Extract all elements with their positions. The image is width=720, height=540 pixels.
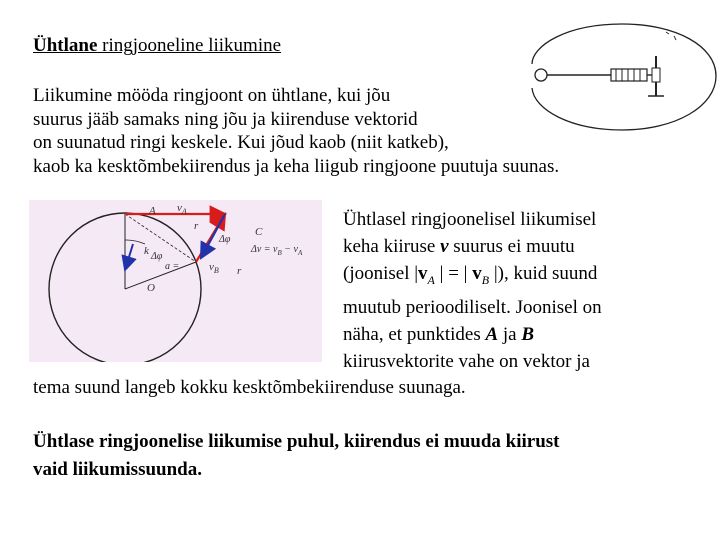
label-k: k — [144, 245, 149, 257]
label-acceleration: a = — [165, 261, 180, 272]
intro-line: kaob ka kesktõmbekiirendus ja keha liigub ringjoone puutuja suunas. — [33, 155, 560, 177]
label-dphi2: Δφ — [219, 234, 231, 245]
label-C: C — [255, 226, 263, 238]
angle-arc — [125, 240, 145, 244]
title-rest: ringjooneline liikumine — [97, 35, 282, 56]
label-dphi: Δφ — [151, 251, 163, 262]
title-bold: Ühtlane — [33, 35, 98, 56]
apparatus-illustration — [526, 18, 718, 136]
right-line: keha kiiruse v suurus ei muutu — [343, 236, 575, 257]
right-line: muutub perioodiliselt. Joonisel on — [343, 296, 602, 318]
intro-line: Liikumine mööda ringjoont on ühtlane, kui jõu — [33, 85, 391, 106]
label-O: O — [147, 282, 155, 294]
ball-on-string — [535, 69, 611, 81]
rotation-stand — [648, 32, 676, 96]
circular-motion-figure — [29, 200, 322, 362]
label-r2: r — [237, 265, 242, 277]
right-line: näha, et punktides A ja B — [343, 323, 535, 345]
continuation-line: tema suund langeb kokku kesktõmbekiirenduse suunaga. — [33, 377, 466, 398]
label-vB: $v_B$ — [209, 261, 219, 275]
label-A: A — [149, 205, 156, 217]
right-line: kiirusvektorite vahe on vektor ja — [343, 350, 590, 372]
intro-line: on suunatud ringi keskele. Kui jõud kaob (niit katkeb), — [33, 132, 449, 153]
intro-line: suurus jääb samaks ning jõu ja kiirenduse vektorid — [33, 108, 418, 130]
label-vA: $v_A$ — [177, 202, 187, 216]
conclusion-line: vaid liikumissuunda. — [33, 459, 202, 480]
label-delta-v: $\Delta v = v_B - v_A$ — [251, 244, 303, 257]
right-line: Ühtlasel ringjoonelisel liikumisel — [343, 209, 597, 230]
conclusion-line: Ühtlase ringjoonelise liikumise puhul, kiirendus ei muuda kiirust — [33, 431, 560, 452]
label-r: r — [194, 220, 199, 232]
right-paragraph — [343, 206, 713, 375]
acceleration-vector — [125, 244, 133, 270]
page-title — [33, 35, 281, 57]
radius-to-B — [125, 262, 196, 289]
spring-scale — [611, 69, 654, 81]
conclusion-paragraph — [33, 428, 713, 484]
right-line: (joonisel $|v_A$ | = | $v_B$ |), kuid suund — [343, 263, 598, 287]
